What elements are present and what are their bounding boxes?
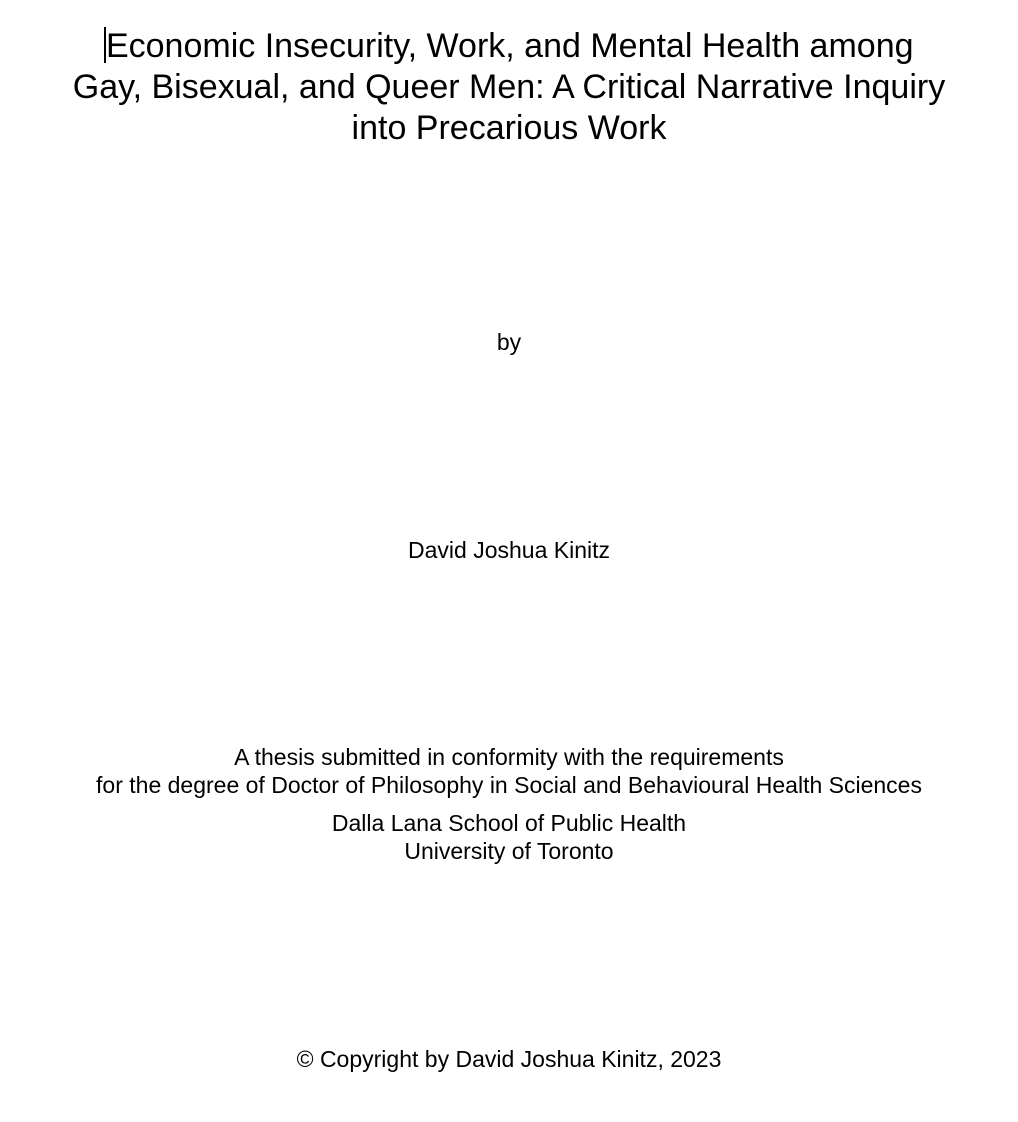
thesis-statement-line-2: for the degree of Doctor of Philosophy in Social and Behavioural Health Sciences	[96, 772, 922, 798]
thesis-statement-line-1: A thesis submitted in conformity with the requirements	[234, 744, 784, 770]
title-line-1-text: Economic Insecurity, Work, and Mental Health among	[105, 27, 914, 65]
thesis-title	[20, 26, 998, 149]
institution	[0, 809, 1018, 865]
school-name: Dalla Lana School of Public Health	[331, 810, 687, 836]
university-name: University of Toronto	[404, 838, 614, 864]
thesis-statement	[0, 743, 1018, 799]
copyright-notice: © Copyright by David Joshua Kinitz, 2023	[296, 1046, 722, 1072]
title-line-2: Gay, Bisexual, and Queer Men: A Critical Narrative Inquiry	[72, 68, 946, 106]
title-line-1	[20, 26, 998, 67]
title-line-3: into Precarious Work	[351, 109, 667, 147]
author-name: David Joshua Kinitz	[408, 537, 610, 563]
by-label: by	[496, 329, 522, 355]
